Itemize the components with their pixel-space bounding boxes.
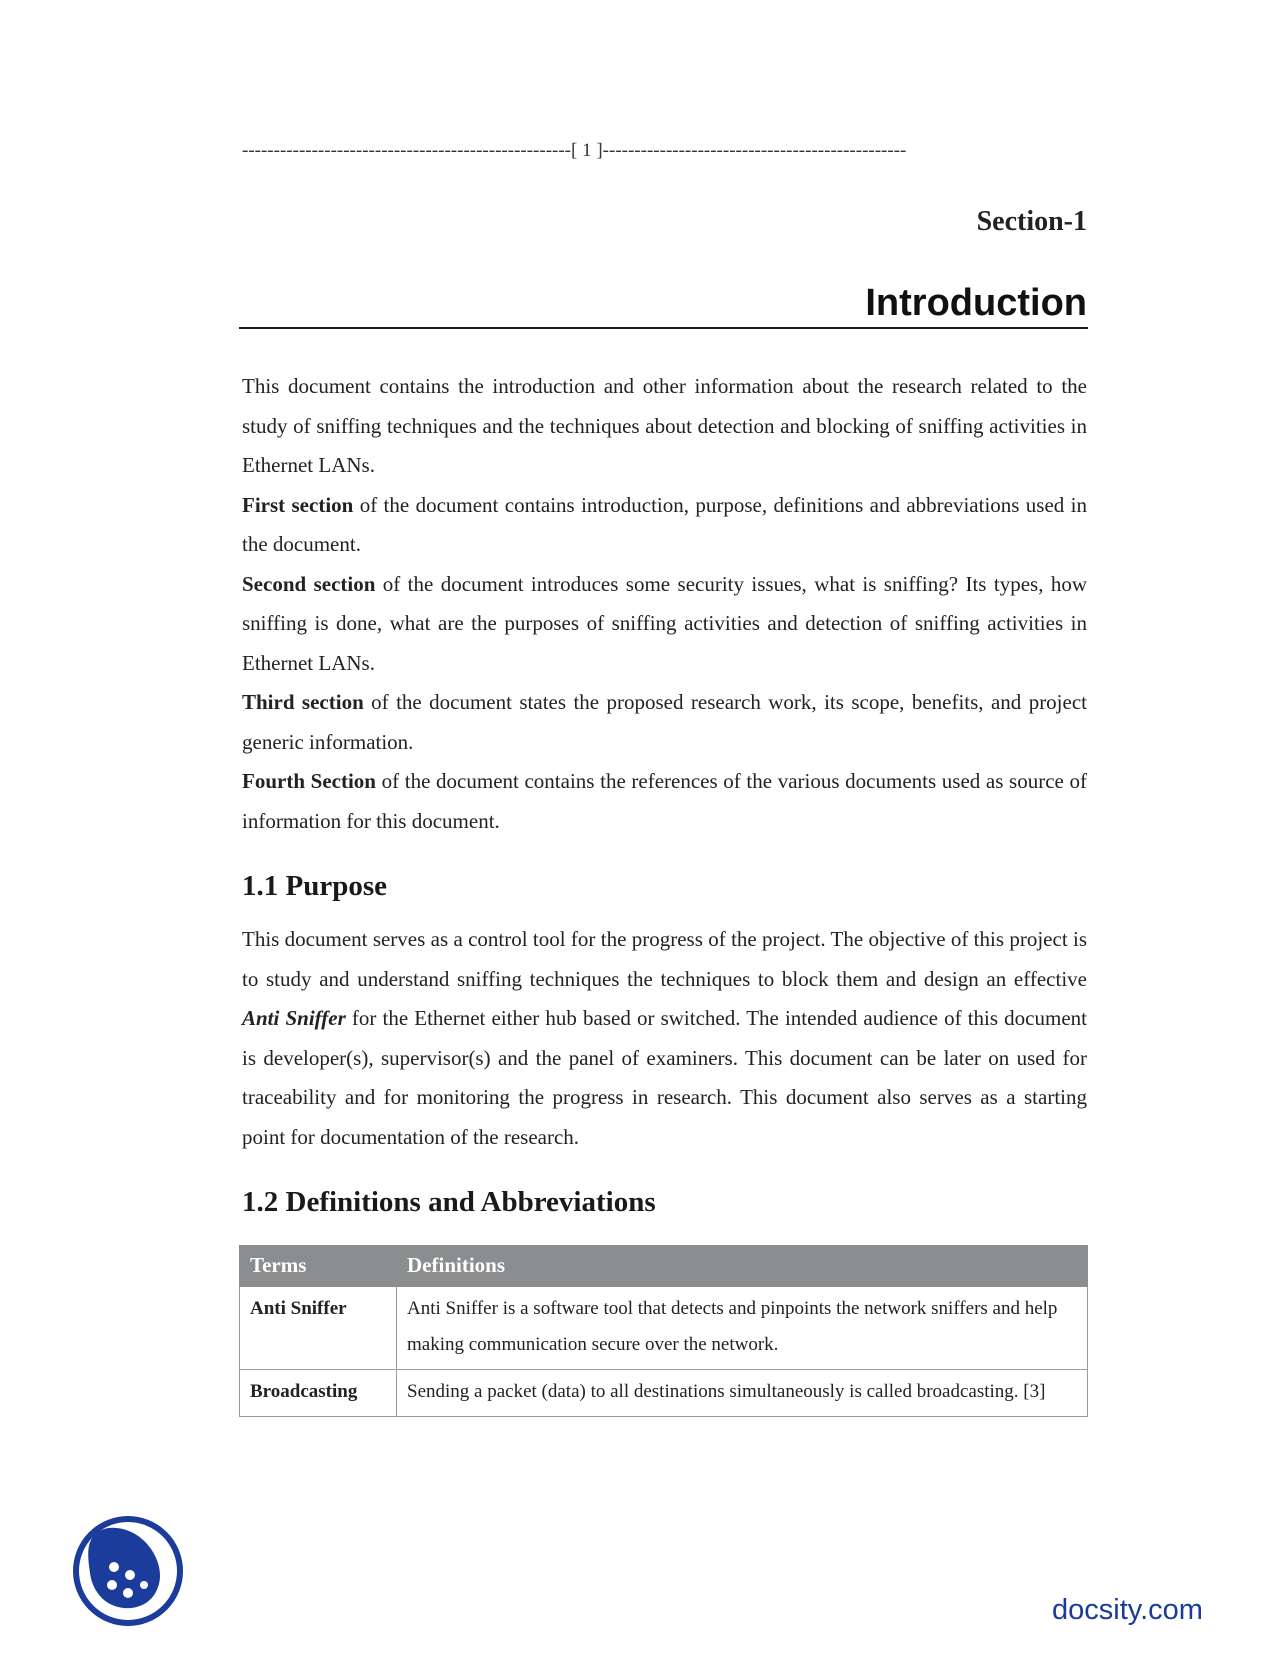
purpose-text-end: for the Ethernet either hub based or switched. The intended audience of this document is developer(s), supervisor(s) and the panel of examiners. This document can be later on used for traceability and for monitoring the progress in research. This document also serves as a starting point for documentation of the research. xyxy=(242,1006,1087,1149)
purpose-block xyxy=(242,920,1087,1157)
third-section-label: Third section xyxy=(242,690,364,714)
term-cell: Broadcasting xyxy=(240,1370,397,1417)
first-section-paragraph xyxy=(242,486,1087,565)
term-cell: Anti Sniffer xyxy=(240,1287,397,1370)
section-label: Section-1 xyxy=(976,206,1087,237)
second-section-paragraph xyxy=(242,565,1087,684)
fourth-section-text: of the document contains the references of the various documents used as source of information for this document. xyxy=(242,769,1088,833)
page-title: Introduction xyxy=(865,282,1087,324)
table-row xyxy=(240,1287,1088,1370)
first-section-label: First section xyxy=(242,492,354,517)
anti-sniffer-emphasis: Anti Sniffer xyxy=(242,1006,346,1030)
page-number-marker: ----------------------------------------------------[ 1 ]------------------------------------------------ xyxy=(242,140,907,161)
docsity-brand-link[interactable]: docsity.com xyxy=(1052,1594,1203,1626)
title-underline xyxy=(239,327,1088,329)
table-header-row xyxy=(240,1246,1088,1287)
docsity-logo-icon[interactable] xyxy=(72,1515,184,1627)
fourth-section-label: Fourth Section xyxy=(242,769,376,793)
definition-cell: Anti Sniffer is a software tool that detects and pinpoints the network sniffers and help making communication secure over the network. xyxy=(397,1287,1088,1370)
second-section-text: of the document introduces some security issues, what is sniffing? Its types, how sniffing is done, what are the purposes of sniffing activities and detection of sniffing activities in Ethernet LANs. xyxy=(242,571,1087,675)
fourth-section-paragraph xyxy=(242,762,1087,841)
purpose-heading: 1.1 Purpose xyxy=(242,870,387,902)
definitions-table xyxy=(239,1245,1088,1417)
intro-paragraph: This document contains the introduction and other information about the research related to the study of sniffing techniques and the techniques about detection and blocking of sniffing activities in Ethernet LANs. xyxy=(242,374,1087,477)
purpose-paragraph xyxy=(242,920,1087,1157)
definitions-column-header: Definitions xyxy=(397,1246,1088,1287)
definition-cell: Sending a packet (data) to all destinations simultaneously is called broadcasting. [3] xyxy=(397,1370,1088,1417)
purpose-text-start: This document serves as a control tool for the progress of the project. The objective of this project is to study and understand sniffing techniques the techniques to block them and design an effective xyxy=(242,927,1087,991)
second-section-label: Second section xyxy=(242,571,376,596)
first-section-text: of the document contains introduction, purpose, definitions and abbreviations used in the document. xyxy=(242,492,1087,556)
intro-block xyxy=(242,367,1087,841)
terms-column-header: Terms xyxy=(240,1246,397,1287)
table-row xyxy=(240,1370,1088,1417)
third-section-paragraph xyxy=(242,683,1087,762)
third-section-text: of the document states the proposed research work, its scope, benefits, and project generic information. xyxy=(242,690,1087,754)
definitions-heading: 1.2 Definitions and Abbreviations xyxy=(242,1186,656,1218)
